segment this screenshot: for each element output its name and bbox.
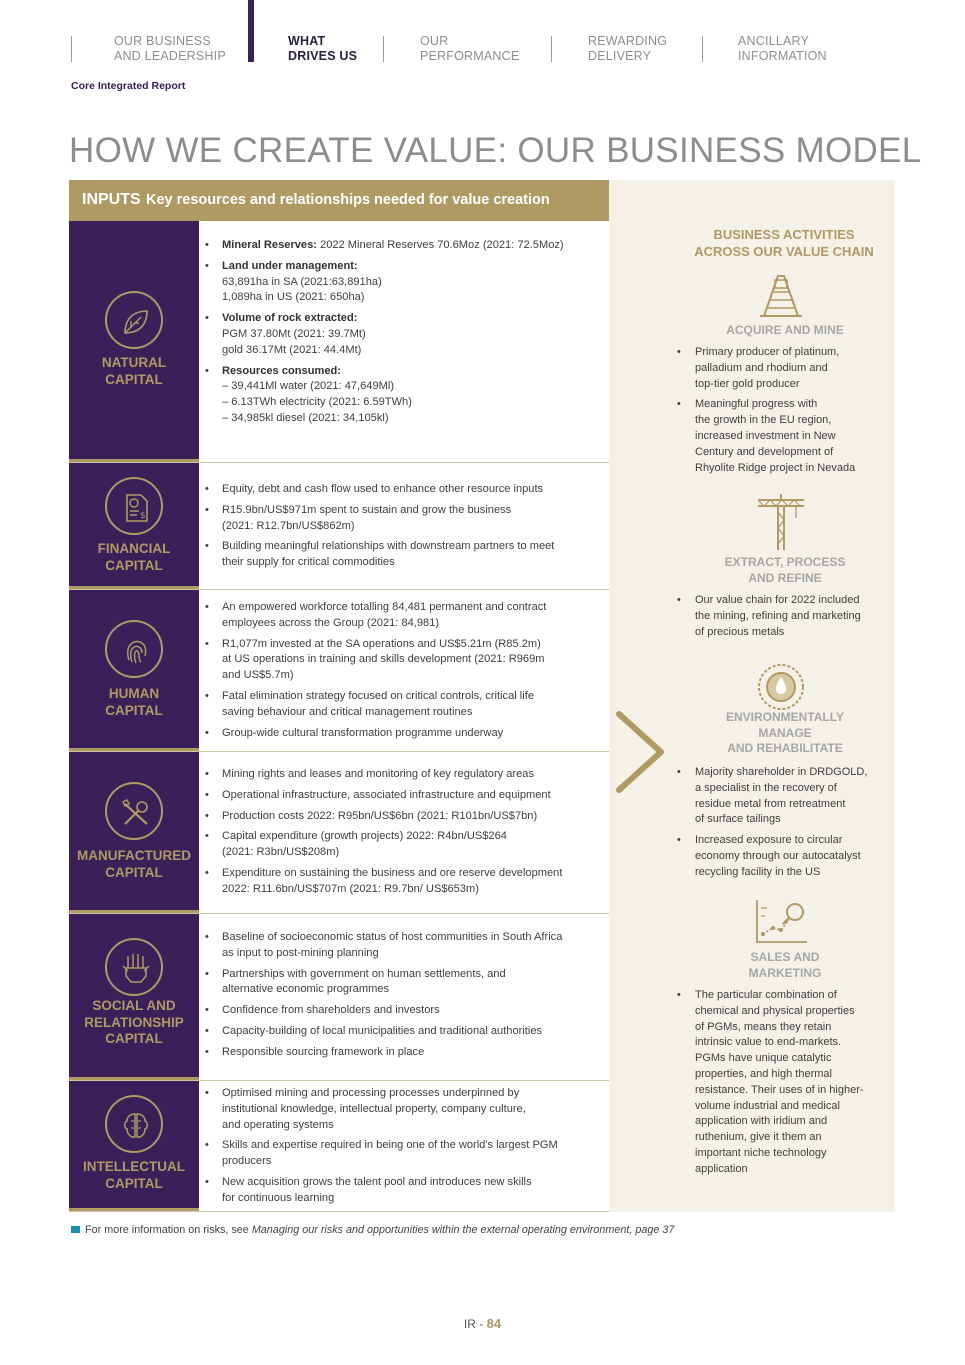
capital-name-line: CAPITAL [105, 557, 163, 573]
inputs-lead: INPUTS [82, 191, 141, 208]
bullet-heading: Land under management: [222, 259, 358, 272]
capital-name-line: FINANCIAL [97, 541, 171, 556]
hands-together-icon [105, 938, 163, 996]
bullet-line: • New acquisition grows the talent pool and introduces new skills [222, 1175, 532, 1188]
activity-bullets [677, 765, 892, 886]
bullet-line: 2022: R11.6bn/US$707m (2021: R9.7bn/ US$653m) [222, 882, 479, 895]
list-item [205, 689, 605, 721]
list-item [205, 1003, 605, 1019]
nav-label: PERFORMANCE [420, 49, 520, 63]
capital-sidebar [69, 463, 199, 589]
list-item [205, 829, 605, 861]
mine-headframe-icon [756, 272, 806, 325]
capital-name [69, 686, 199, 719]
capital-name-line: CAPITAL [105, 371, 163, 387]
capital-bullets [205, 1086, 605, 1212]
bullet-line: • Our value chain for 2022 included [695, 594, 860, 606]
bullet-line: their supply for critical commodities [222, 556, 395, 569]
activity-label-line: AND REFINE [748, 570, 822, 585]
capital-sidebar [69, 1081, 199, 1211]
bullet-line: • Building meaningful relationships with downstream partners to meet [222, 540, 555, 553]
capital-sidebar [69, 752, 199, 913]
capital-name [69, 998, 199, 1048]
bullet-line: institutional knowledge, intellectual property, company culture, [222, 1102, 526, 1115]
activity-label-line: EXTRACT, PROCESS [724, 555, 846, 569]
nav-label: REWARDING [588, 34, 668, 48]
list-item [205, 726, 605, 742]
fingerprint-icon [105, 620, 163, 678]
chart-magnifier-icon [753, 898, 809, 951]
list-item [205, 259, 605, 306]
list-item [205, 767, 605, 783]
bullet-line: • Skills and expertise required in being one of the world's largest PGM [222, 1139, 558, 1152]
bullet-line: for continuous learning [222, 1191, 335, 1204]
capital-name-line: MANUFACTURED [77, 848, 191, 863]
inputs-header [69, 180, 609, 221]
page-number-value: 84 [486, 1316, 502, 1331]
bullet-line: top-tier gold producer [695, 377, 800, 390]
capital-name-line: NATURAL [101, 355, 167, 370]
bullet-heading: Volume of rock extracted: [222, 312, 358, 325]
bullet-line: • Primary producer of platinum, [695, 346, 840, 358]
capital-name-line: CAPITAL [105, 1175, 163, 1191]
list-item [205, 1024, 605, 1040]
nav-separator [702, 36, 703, 62]
capital-bullets [205, 767, 605, 903]
capital-name-line: CAPITAL [105, 864, 163, 880]
bullet-line: 1,089ha in US (2021: 650ha) [222, 291, 365, 304]
bullet-line: • Confidence from shareholders and investors [222, 1004, 440, 1017]
bullet-line: residue metal from retreatment [695, 797, 846, 810]
bullet-line: • Majority shareholder in DRDGOLD, [695, 766, 868, 778]
bullet-line: • Optimised mining and processing processes underpinned by [222, 1087, 520, 1099]
bullet-line: – 39,441Ml water (2021: 47,649Ml) [222, 380, 395, 393]
list-item [677, 988, 892, 1178]
list-item [205, 311, 605, 358]
list-item [677, 345, 892, 392]
list-item [677, 833, 892, 880]
page-number-prefix: IR - [463, 1317, 487, 1331]
bullet-line: of precious metals [695, 625, 785, 638]
nav-item-rewarding-delivery[interactable] [588, 34, 667, 64]
bullet-line: the mining, refining and marketing [695, 609, 861, 622]
nav-label: OUR BUSINESS [114, 34, 211, 48]
bullet-line: and US$5.7m) [222, 669, 294, 682]
capital-name [69, 848, 199, 881]
nav-separator [71, 36, 72, 62]
bullet-line: at US operations in training and skills development (2021: R969m [222, 653, 545, 666]
activity-label [640, 710, 930, 757]
list-item [205, 930, 605, 962]
list-item [205, 637, 605, 684]
bullet-line: 63,891ha in SA (2021:63,891ha) [222, 275, 382, 288]
bullet-line: of surface tailings [695, 813, 781, 826]
capital-name-line: HUMAN [108, 686, 160, 701]
bullet-line: Rhyolite Ridge project in Nevada [695, 461, 856, 474]
bullet-line: • Capacity-building of local municipalities and traditional authorities [222, 1024, 543, 1037]
bullet-heading: Resources consumed: [222, 364, 341, 377]
footnote [71, 1224, 674, 1236]
water-drop-icon [756, 662, 806, 717]
bullet-line: important niche technology [695, 1146, 827, 1159]
list-item [205, 788, 605, 804]
bullet-line: employees across the Group (2021: 84,981) [222, 616, 440, 629]
capital-name-line: CAPITAL [105, 1031, 163, 1046]
bullet-line: • R15.9bn/US$971m spent to sustain and grow the business [222, 503, 512, 516]
inputs-subtitle: Key resources and relationships needed for value creation [146, 192, 550, 208]
bullet-line: Century and development of [695, 445, 834, 458]
activity-label-line: ENVIRONMENTALLY [725, 710, 844, 724]
leaf-icon [105, 291, 163, 349]
capital-row [69, 1081, 609, 1212]
nav-label: INFORMATION [738, 49, 827, 63]
capital-name-line: CAPITAL [105, 702, 163, 718]
bullet-line: 2022 Mineral Reserves 70.6Moz (2021: 72.5Moz) [316, 239, 564, 251]
bullet-line: producers [222, 1155, 272, 1168]
capital-bullets [205, 600, 605, 746]
bullet-line: economy through our autocatalyst [695, 849, 861, 862]
bullet-line: (2021: R12.7bn/US$862m) [222, 519, 355, 532]
nav-label: DELIVERY [588, 49, 652, 63]
top-navigation [0, 0, 965, 80]
nav-label: DRIVES US [288, 49, 358, 63]
business-activities-title-line: BUSINESS ACTIVITIES [713, 227, 855, 242]
capital-name [69, 541, 199, 574]
bullet-line: – 6.13TWh electricity (2021: 6.59TWh) [222, 396, 412, 409]
bullet-line: • Baseline of socioeconomic status of host communities in South Africa [222, 931, 563, 943]
bullet-line: resistance. Their uses of in higher- [695, 1083, 864, 1096]
bullet-line: the growth in the EU region, [695, 414, 832, 427]
bullet-line: • Increased exposure to circular [695, 834, 843, 847]
bullet-line: • Production costs 2022: R95bn/US$6bn (2021: R101bn/US$7bn) [222, 809, 538, 822]
bullet-line: intrinsic value to end-markets. [695, 1036, 842, 1049]
capital-row [69, 752, 609, 914]
capital-row [69, 914, 609, 1081]
list-item [205, 866, 605, 898]
bullet-line: of PGMs, means they retain [695, 1020, 832, 1033]
bullet-line: • Meaningful progress with [695, 398, 818, 411]
capital-sidebar [69, 590, 199, 751]
bullet-line: • Responsible sourcing framework in place [222, 1045, 425, 1058]
bullet-line: application with iridium and [695, 1115, 828, 1128]
list-item [205, 1175, 605, 1207]
activity-label-line: ACQUIRE AND MINE [726, 323, 844, 337]
activity-bullets [677, 988, 892, 1183]
nav-label: ANCILLARY [738, 34, 810, 48]
nav-separator [551, 36, 552, 62]
bullet-line: • Fatal elimination strategy focused on critical controls, critical life [222, 689, 534, 702]
activity-bullets [677, 593, 892, 645]
bullet-line: • R1,077m invested at the SA operations and US$5.21m (R85.2m) [222, 637, 541, 650]
bullet-line: properties, and high thermal [695, 1067, 832, 1080]
activity-label [640, 950, 930, 981]
bullet-line: increased investment in New [695, 429, 836, 442]
list-item [205, 1045, 605, 1061]
bullet-line: • Mining rights and leases and monitoring of key regulatory areas [222, 768, 535, 780]
bullet-line: recycling facility in the US [695, 865, 821, 878]
capital-row [69, 221, 609, 463]
capital-row [69, 590, 609, 752]
capital-bullets [205, 930, 605, 1066]
nav-item-ancillary-information[interactable] [738, 34, 827, 64]
nav-label: WHAT [288, 34, 326, 48]
nav-item-our-performance[interactable] [420, 34, 519, 64]
bullet-line: ruthenium, give it them an [695, 1131, 822, 1144]
list-item [677, 765, 892, 828]
tower-crane-icon [756, 492, 806, 557]
capital-row [69, 463, 609, 590]
nav-item-what-drives-us[interactable] [288, 34, 357, 64]
bullet-line: palladium and rhodium and [695, 361, 828, 374]
bullet-line: application [695, 1162, 748, 1175]
list-item [677, 397, 892, 476]
business-activities-title-line: ACROSS OUR VALUE CHAIN [694, 244, 874, 259]
list-item [205, 809, 605, 825]
core-report-label: Core Integrated Report [71, 80, 186, 92]
bullet-line: (2021: R3bn/US$208m) [222, 846, 340, 859]
bullet-line: PGM 37.80Mt (2021: 39.7Mt) [222, 327, 366, 340]
page-title: HOW WE CREATE VALUE: OUR BUSINESS MODEL [69, 131, 922, 170]
svg-text:$: $ [140, 511, 146, 521]
folder-icon [71, 1226, 80, 1233]
capital-sidebar [69, 914, 199, 1080]
list-item [205, 238, 605, 254]
financial-document-icon [105, 477, 163, 535]
capital-sidebar [69, 221, 199, 462]
bullet-line: saving behaviour and critical management routines [222, 705, 473, 718]
list-item [677, 593, 892, 640]
bullet-line: • Capital expenditure (growth projects) 2022: R4bn/US$264 [222, 830, 507, 843]
activity-label-line: MANAGE [758, 725, 812, 740]
list-item [205, 539, 605, 571]
list-item [205, 1086, 605, 1133]
capital-name-line: RELATIONSHIP [84, 1014, 184, 1030]
bullet-line: a specialist in the recovery of [695, 781, 837, 794]
bullet-line: • Operational infrastructure, associated infrastructure and equipment [222, 788, 551, 801]
bullet-heading: Mineral Reserves: [222, 239, 317, 251]
bullet-line: and operating systems [222, 1118, 334, 1131]
list-item [205, 364, 605, 427]
activity-label-line: SALES AND [750, 950, 820, 964]
nav-item-our-business[interactable] [114, 34, 226, 64]
activity-label [640, 555, 930, 586]
list-item [205, 482, 605, 498]
capital-bullets [205, 482, 605, 576]
capital-name [69, 1159, 199, 1192]
nav-label: OUR [420, 34, 449, 48]
capital-name-line: SOCIAL AND [92, 998, 176, 1013]
bullet-line: • An empowered workforce totalling 84,481 permanent and contract [222, 601, 547, 613]
list-item [205, 503, 605, 535]
business-activities-title [609, 226, 959, 260]
list-item [205, 600, 605, 632]
bullet-line: as input to post-mining planning [222, 946, 379, 959]
bullet-line: • Equity, debt and cash flow used to enhance other resource inputs [222, 483, 544, 495]
activity-label [640, 323, 930, 339]
bullet-line: – 34,985kl diesel (2021: 34,105kl) [222, 411, 389, 424]
bullet-line: volume industrial and medical [695, 1099, 840, 1112]
page-number [0, 1316, 965, 1331]
nav-label: AND LEADERSHIP [114, 49, 226, 63]
bullet-line: alternative economic programmes [222, 983, 390, 996]
capital-bullets [205, 238, 605, 432]
footnote-link[interactable]: Managing our risks and opportunities within the external operating environment, page 37 [251, 1224, 675, 1236]
tools-icon [105, 782, 163, 840]
list-item [205, 967, 605, 999]
bullet-line: chemical and physical properties [695, 1004, 855, 1017]
bullet-line: • Partnerships with government on human settlements, and [222, 967, 506, 980]
activity-label-line: MARKETING [748, 965, 822, 980]
activity-label-line: AND REHABILITATE [727, 741, 843, 755]
bullet-line: • Expenditure on sustaining the business and ore reserve development [222, 866, 563, 879]
bullet-line: • The particular combination of [695, 989, 837, 1001]
list-item [205, 1138, 605, 1170]
capital-name [69, 355, 199, 388]
activity-bullets [677, 345, 892, 481]
bullet-line: PGMs have unique catalytic [695, 1052, 832, 1065]
footnote-text: For more information on risks, see [85, 1224, 252, 1236]
bullet-line: • Group-wide cultural transformation programme underway [222, 726, 504, 739]
capital-name-line: INTELLECTUAL [83, 1159, 185, 1174]
nav-active-indicator [248, 0, 254, 62]
nav-separator [383, 36, 384, 62]
bullet-line: gold 36.17Mt (2021: 44.4Mt) [222, 343, 362, 356]
brain-icon [105, 1095, 163, 1153]
